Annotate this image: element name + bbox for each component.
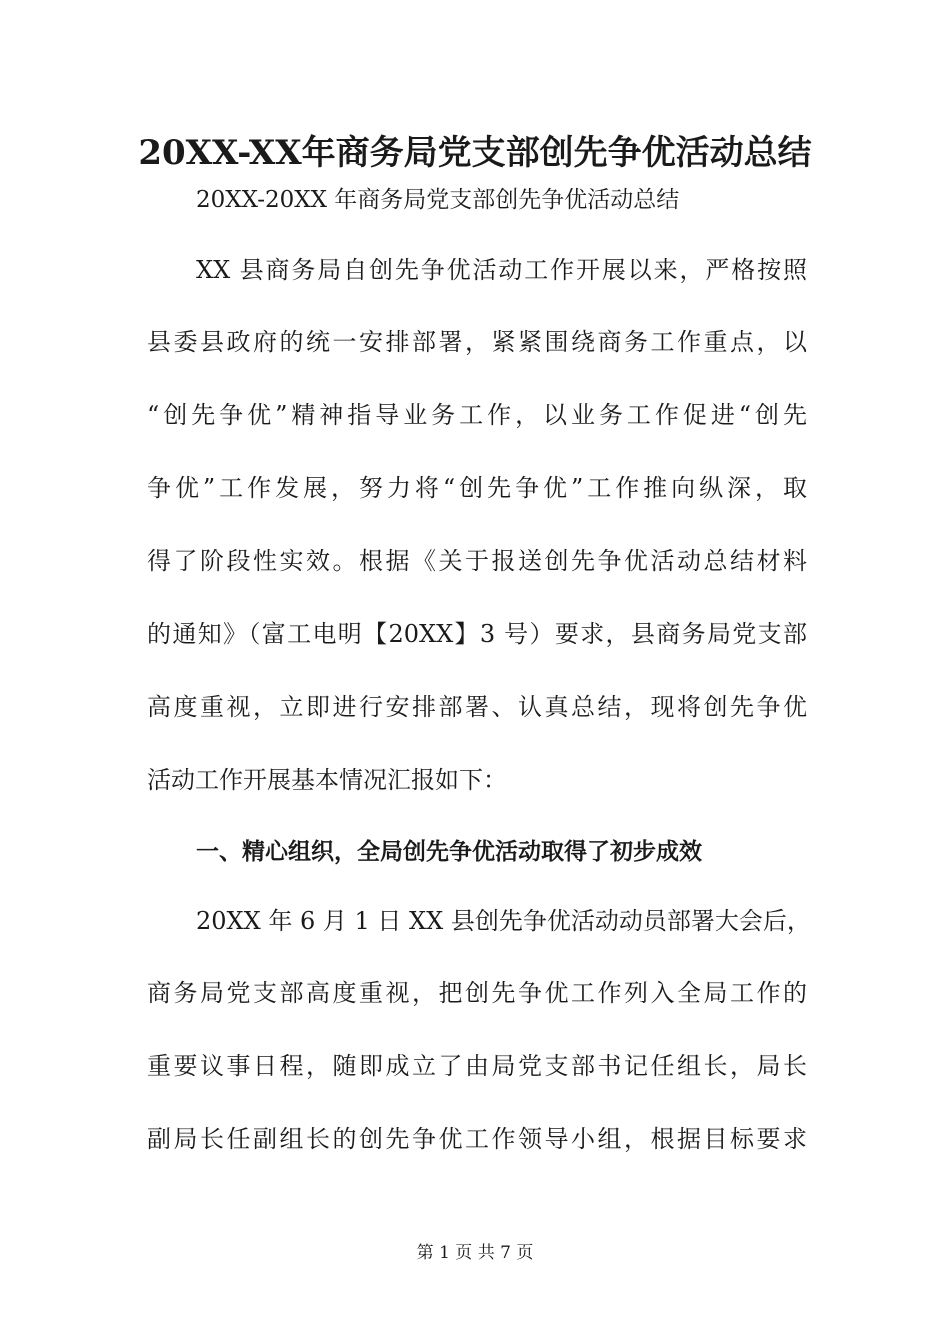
paragraph-line: XX 县商务局自创先争优活动工作开展以来，严格按照 [196, 256, 807, 284]
paragraph-line: 县委县政府的统一安排部署，紧紧围绕商务工作重点，以 [147, 328, 807, 356]
paragraph-line: 得了阶段性实效。根据《关于报送创先争优活动总结材料 [147, 547, 807, 575]
paragraph-line: 的通知》（富工电明【20XX】3 号）要求，县商务局党支部 [147, 620, 807, 648]
paragraph-line: 高度重视，立即进行安排部署、认真总结，现将创先争优 [147, 693, 807, 721]
paragraph-line: 活动工作开展基本情况汇报如下： [147, 766, 507, 794]
paragraph-line: 副局长任副组长的创先争优工作领导小组，根据目标要求 [147, 1125, 807, 1153]
paragraph-line: “创先争优”精神指导业务工作，以业务工作促进“创先 [147, 401, 807, 429]
paragraph-line: 20XX 年 6 月 1 日 XX 县创先争优活动动员部署大会后， [196, 907, 811, 935]
document-subtitle: 20XX-20XX 年商务局党支部创先争优活动总结 [196, 187, 680, 213]
document-title: 20XX-XX年商务局党支部创先争优活动总结 [138, 133, 812, 173]
paragraph-line: 重要议事日程，随即成立了由局党支部书记任组长，局长 [147, 1052, 807, 1080]
paragraph-line: 争优”工作发展，努力将“创先争优”工作推向纵深，取 [147, 474, 807, 502]
section-heading: 一、精心组织，全局创先争优活动取得了初步成效 [196, 839, 702, 865]
paragraph-line: 商务局党支部高度重视，把创先争优工作列入全局工作的 [147, 979, 807, 1007]
page-footer: 第 1 页 共 7 页 [416, 1243, 534, 1263]
